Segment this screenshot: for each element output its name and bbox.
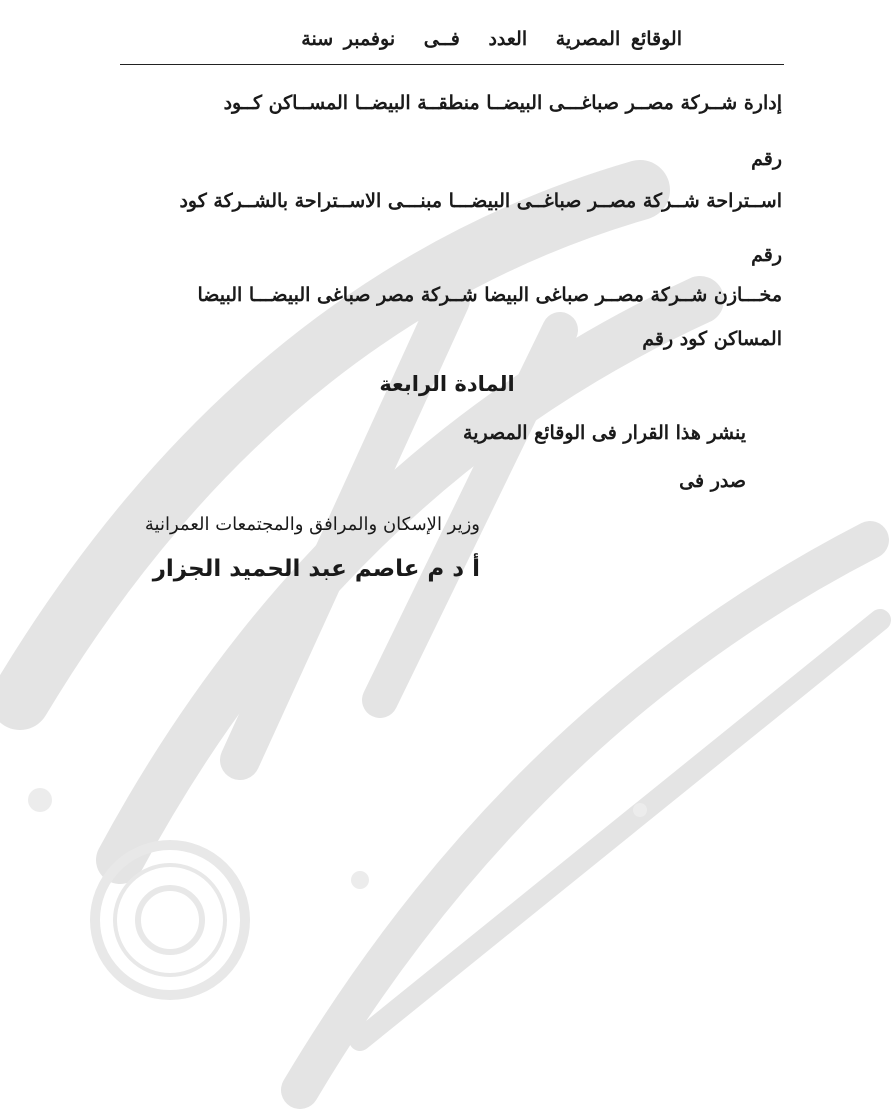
minister-title: وزير الإسكان والمرافق والمجتمعات العمرانية (144, 514, 480, 535)
body-line-6: المساكن كود رقم (642, 328, 782, 350)
article-title: المادة الرابعة (379, 372, 515, 396)
body-line-4: رقم (751, 244, 782, 266)
body-line-3: اســتراحة شــركة مصــر صباغــى البيضـــا مبنـــى الاســتراحة بالشــركة كود (179, 190, 782, 212)
header-date: نوفمبر سنة (301, 28, 396, 50)
page-header (120, 28, 682, 50)
body-line-2: رقم (751, 148, 782, 170)
body-line-5: مخـــازن شــركة مصــر صباغى البيضا شــركة مصر صباغى البيضـــا البيضا (197, 284, 782, 306)
header-divider (120, 64, 784, 65)
header-publication: الوقائع المصرية (555, 28, 682, 50)
header-in: فــى (423, 28, 460, 50)
header-issue: العدد (488, 28, 528, 50)
issued-line: صدر فى (679, 470, 746, 492)
body-line-1: إدارة شــركة مصــر صباغـــى البيضــا منطقــة البيضــا المســاكن كــود (223, 92, 782, 114)
minister-name: أ د م عاصم عبد الحميد الجزار (152, 556, 480, 582)
publish-line: ينشر هذا القرار فى الوقائع المصرية (463, 422, 746, 444)
